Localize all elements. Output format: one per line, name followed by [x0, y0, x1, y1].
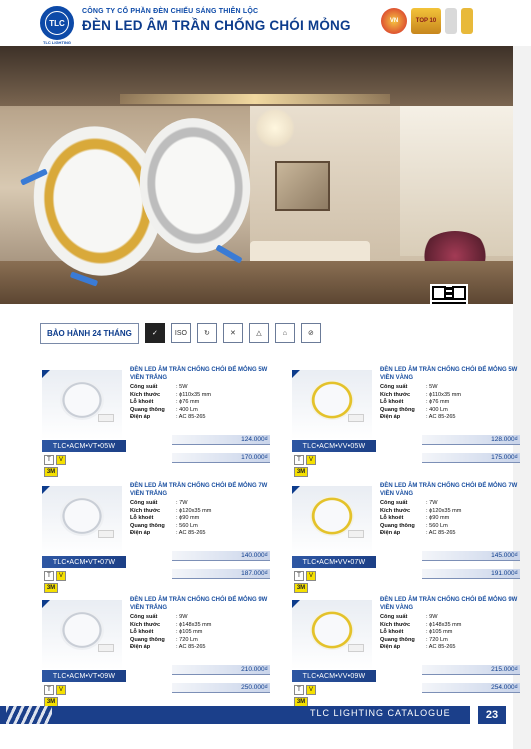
product-model: TLC•ACM•VT•05W [42, 440, 126, 452]
spec-label: Công suất [380, 384, 408, 390]
led-driver [348, 530, 364, 538]
product-card[interactable] [42, 366, 282, 475]
spec-power: : 7W [426, 500, 438, 506]
mode-options [44, 583, 58, 593]
price-secondary: 175.000₫ [422, 453, 520, 463]
spec-label: Công suất [380, 614, 408, 620]
color-options [44, 685, 66, 695]
spec-voltage: : AC 85-265 [426, 530, 456, 537]
product-card[interactable] [292, 482, 531, 591]
product-name: ĐÈN LED ÂM TRẦN CHỐNG CHÓI ĐẾ MỎNG 5W VIỀN TRẮNG [130, 367, 268, 381]
spec-label: Quang thông [130, 636, 165, 643]
product-image [292, 600, 372, 670]
spec-lumen: : 400 Lm [176, 406, 198, 413]
page-number: 23 [478, 706, 506, 724]
option-t[interactable]: T [44, 685, 54, 695]
spec-cutout: : ϕ105 mm [426, 629, 453, 636]
company-logo [40, 6, 74, 45]
logo-subtext: TLC LIGHTING [43, 40, 71, 45]
product-image [292, 370, 372, 440]
option-v[interactable]: V [306, 685, 316, 695]
spec-power: : 7W [176, 500, 188, 506]
price-primary: 140.000₫ [172, 551, 270, 561]
option-3m[interactable]: 3M [44, 697, 58, 707]
spec-voltage: : AC 85-265 [176, 644, 206, 651]
spec-label: Điện áp [380, 414, 401, 421]
spec-label: Điện áp [380, 530, 401, 537]
price-primary: 215.000₫ [422, 665, 520, 675]
chandelier [255, 108, 295, 148]
price-primary: 210.000₫ [172, 665, 270, 675]
corner-tag [42, 600, 50, 608]
product-model: TLC•ACM•VT•07W [42, 556, 126, 568]
spec-size: : ϕ120x35 mm [176, 507, 212, 514]
option-v[interactable]: V [306, 455, 316, 465]
spec-label: Điện áp [380, 644, 401, 651]
footer [0, 706, 531, 724]
option-3m[interactable]: 3M [44, 583, 58, 593]
price-secondary: 250.000₫ [172, 683, 270, 693]
price-secondary: 170.000₫ [172, 453, 270, 463]
spec-cutout: : ϕ90 mm [426, 515, 450, 522]
option-t[interactable]: T [294, 455, 304, 465]
spec-label: Kích thước [130, 391, 161, 398]
spec-label: Quang thông [380, 636, 415, 643]
spec-lumen: : 720 Lm [426, 636, 448, 643]
mode-options [294, 583, 308, 593]
product-name: ĐÈN LED ÂM TRẦN CHỐNG CHÓI ĐẾ MỎNG 7W VIỀN TRẮNG [130, 483, 268, 497]
vn-award-badge-icon: VN [381, 8, 407, 34]
led-driver [98, 644, 114, 652]
corner-tag [42, 370, 50, 378]
spec-voltage: : AC 85-265 [426, 644, 456, 651]
spec-label: Lỗ khoét [130, 399, 154, 406]
spec-lumen: : 560 Lm [426, 522, 448, 529]
header [0, 0, 531, 46]
footer-stripes [6, 706, 52, 724]
led-driver [348, 644, 364, 652]
spec-lumen: : 560 Lm [176, 522, 198, 529]
company-name: CÔNG TY CỔ PHẦN ĐÈN CHIẾU SÁNG THIÊN LỘC [82, 8, 259, 15]
spec-label: Quang thông [130, 522, 165, 529]
warning-triangle-icon: △ [249, 323, 269, 343]
option-t[interactable]: T [44, 455, 54, 465]
price-secondary: 191.000₫ [422, 569, 520, 579]
color-options [44, 455, 66, 465]
price-secondary: 254.000₫ [422, 683, 520, 693]
corner-tag [292, 600, 300, 608]
product-name: ĐÈN LED ÂM TRẦN CHỐNG CHÓI ĐẾ MỎNG 7W VIỀN VÀNG [380, 483, 518, 497]
option-3m[interactable]: 3M [44, 467, 58, 477]
page-title: ĐÈN LED ÂM TRẦN CHỐNG CHÓI MỎNG [82, 18, 351, 33]
option-v[interactable]: V [306, 571, 316, 581]
option-v[interactable]: V [56, 455, 66, 465]
product-card[interactable] [292, 366, 531, 475]
no-uv-icon: ✕ [223, 323, 243, 343]
lifetime-icon: ↻ [197, 323, 217, 343]
color-options [294, 571, 316, 581]
warranty-strip [40, 322, 340, 344]
catalogue-label: TLC LIGHTING CATALOGUE [310, 708, 451, 718]
spec-label: Kích thước [130, 507, 161, 514]
spec-label: Quang thông [380, 406, 415, 413]
option-3m[interactable]: 3M [294, 467, 308, 477]
qr-code-icon[interactable] [430, 284, 468, 304]
price-secondary: 187.000₫ [172, 569, 270, 579]
spec-label: Kích thước [380, 391, 411, 398]
corner-tag [292, 486, 300, 494]
mode-options [44, 467, 58, 477]
product-card[interactable] [42, 482, 282, 591]
price-primary: 145.000₫ [422, 551, 520, 561]
certificate-badge-icon [445, 8, 457, 34]
spec-label: Công suất [130, 500, 158, 506]
spec-label: Kích thước [130, 621, 161, 628]
spec-power: : 9W [426, 614, 438, 620]
product-model: TLC•ACM•VV•09W [292, 670, 376, 682]
spec-cutout: : ϕ105 mm [176, 629, 203, 636]
price-primary: 124.000₫ [172, 435, 270, 445]
option-v[interactable]: V [56, 685, 66, 695]
spec-label: Lỗ khoét [130, 629, 154, 636]
product-image [42, 486, 122, 556]
spec-label: Lỗ khoét [380, 515, 404, 522]
product-name: ĐÈN LED ÂM TRẦN CHỐNG CHÓI ĐẾ MỎNG 9W VIỀN TRẮNG [130, 597, 268, 611]
product-image [42, 370, 122, 440]
no-flicker-icon: ⊘ [301, 323, 321, 343]
spec-label: Điện áp [130, 414, 151, 421]
spec-lumen: : 400 Lm [426, 406, 448, 413]
product-model: TLC•ACM•VV•05W [292, 440, 376, 452]
corner-tag [292, 370, 300, 378]
checkmark-icon: ✓ [145, 323, 165, 343]
award-badges [381, 8, 473, 34]
spec-cutout: : ϕ76 mm [176, 399, 200, 406]
spec-label: Lỗ khoét [130, 515, 154, 522]
spec-list [130, 384, 280, 422]
option-t[interactable]: T [44, 571, 54, 581]
spec-label: Lỗ khoét [380, 629, 404, 636]
spec-cutout: : ϕ90 mm [176, 515, 200, 522]
spec-label: Công suất [380, 500, 408, 506]
corner-tag [42, 486, 50, 494]
hero-image [0, 46, 513, 304]
spec-label: Quang thông [130, 406, 165, 413]
product-card[interactable] [42, 596, 282, 705]
color-options [294, 455, 316, 465]
spec-power: : 5W [426, 384, 438, 390]
spec-label: Kích thước [380, 507, 411, 514]
spec-voltage: : AC 85-265 [426, 414, 456, 421]
wall-art [275, 161, 330, 211]
spec-size: : ϕ110x35 mm [426, 391, 462, 398]
spec-label: Lỗ khoét [380, 399, 404, 406]
price-primary: 128.000₫ [422, 435, 520, 445]
top10-award-badge-icon: TOP 10 [411, 8, 441, 34]
product-model: TLC•ACM•VV•07W [292, 556, 376, 568]
option-v[interactable]: V [56, 571, 66, 581]
spec-list [380, 384, 530, 422]
spec-label: Kích thước [380, 621, 411, 628]
option-t[interactable]: T [294, 571, 304, 581]
spec-label: Điện áp [130, 530, 151, 537]
mode-options [294, 467, 308, 477]
spec-size: : ϕ148x35 mm [426, 621, 462, 628]
spec-cutout: : ϕ76 mm [426, 399, 450, 406]
cove-light [120, 94, 390, 104]
iso-icon: ISO [171, 323, 191, 343]
spec-label: Điện áp [130, 644, 151, 651]
spec-voltage: : AC 85-265 [176, 414, 206, 421]
product-image [42, 600, 122, 670]
color-options [294, 685, 316, 695]
option-t[interactable]: T [294, 685, 304, 695]
spec-label: Công suất [130, 384, 158, 390]
product-model: TLC•ACM•VT•09W [42, 670, 126, 682]
spec-list [130, 614, 280, 652]
spec-lumen: : 720 Lm [176, 636, 198, 643]
spec-list [380, 500, 530, 538]
led-driver [98, 414, 114, 422]
spec-size: : ϕ110x35 mm [176, 391, 212, 398]
led-driver [348, 414, 364, 422]
spec-list [380, 614, 530, 652]
color-options [44, 571, 66, 581]
product-name: ĐÈN LED ÂM TRẦN CHỐNG CHÓI ĐẾ MỎNG 5W VIỀN VÀNG [380, 367, 518, 381]
product-image [292, 486, 372, 556]
spec-list [130, 500, 280, 538]
spec-power: : 5W [176, 384, 188, 390]
led-driver [98, 530, 114, 538]
spec-power: : 9W [176, 614, 188, 620]
warranty-label: BẢO HÀNH 24 THÁNG [40, 323, 139, 344]
trophy-badge-icon [461, 8, 473, 34]
option-3m[interactable]: 3M [294, 697, 308, 707]
product-name: ĐÈN LED ÂM TRẦN CHỐNG CHÓI ĐẾ MỎNG 9W VIỀN VÀNG [380, 597, 518, 611]
spec-size: : ϕ148x35 mm [176, 621, 212, 628]
option-3m[interactable]: 3M [294, 583, 308, 593]
spec-label: Công suất [130, 614, 158, 620]
spec-size: : ϕ120x35 mm [426, 507, 462, 514]
spec-label: Quang thông [380, 522, 415, 529]
indoor-icon: ⌂ [275, 323, 295, 343]
spec-voltage: : AC 85-265 [176, 530, 206, 537]
product-card[interactable] [292, 596, 531, 705]
logo-text: TLC [45, 11, 69, 35]
